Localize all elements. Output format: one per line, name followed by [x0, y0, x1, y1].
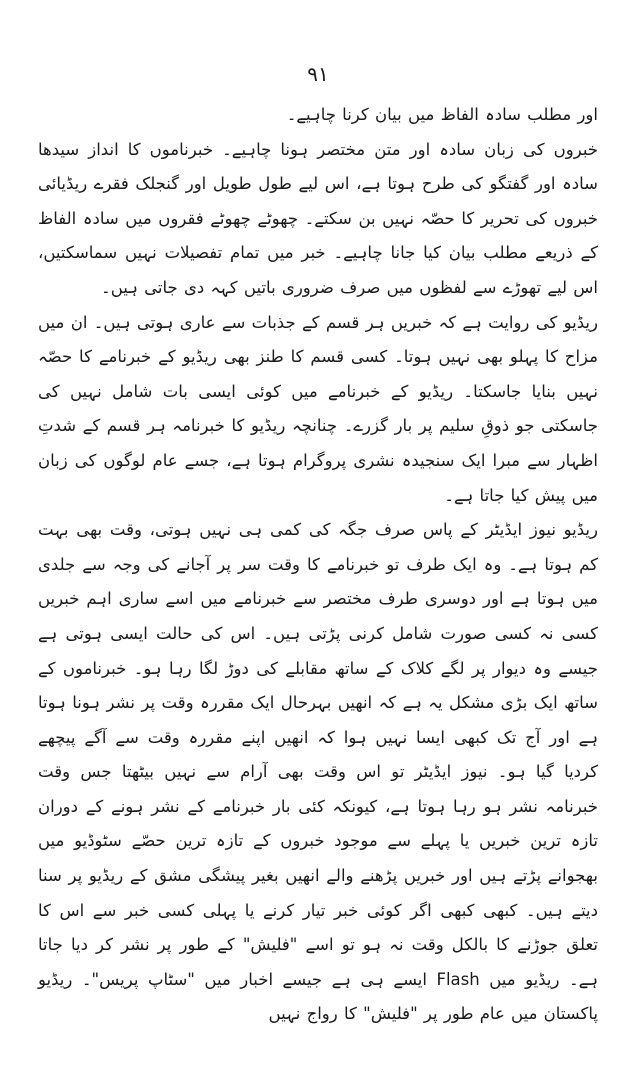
page-number: ۹۱	[307, 62, 329, 86]
paragraph: خبروں کی زبان سادہ اور متن مختصر ہونا چاہیے۔ خبرناموں کا انداز سیدھا سادہ اور گفتگو کی طرح ہوتا ہے، اس لیے طول طویل اور گنجلک فقرے ریڈیائی خبروں کی تحریر کا حصّہ نہیں بن سکتے۔ چھوٹے چھوٹے فقروں میں سادہ الفاظ کے ذریعے مطلب بیان کیا جانا چاہیے۔ خبر میں تمام تفصیلات نہیں سماسکتیں، اس لیے تھوڑے سے لفظوں میں صرف ضروری باتیں کہہ دی جاتی ہیں۔	[38, 139, 598, 297]
paragraph: ریڈیو کی روایت ہے کہ خبریں ہر قسم کے جذبات سے عاری ہوتی ہیں۔ ان میں مزاح کا پہلو بھی نہیں ہوتا۔ کسی قسم کا طنز بھی ریڈیو کے خبرنامے کا حصّہ نہیں بنایا جاسکتا۔ ریڈیو کے خبرنامے میں کوئی ایسی بات شامل نہیں کی جاسکتی جو ذوقِ سلیم پر بار گزرے۔ چنانچہ ریڈیو کا خبرنامہ ہر قسم کے شدتِ اظہار سے مبرا ایک سنجیدہ نشری پروگرام ہوتا ہے، جسے عام لوگوں کی زبان میں پیش کیا جاتا ہے۔	[38, 312, 598, 505]
paragraph: ریڈیو نیوز ایڈیٹر کے پاس صرف جگہ کی کمی ہی نہیں ہوتی، وقت بھی بہت کم ہوتا ہے۔ وہ ایک طرف تو خبرنامے کا وقت سر پر آجانے کی وجہ سے جلدی میں ہوتا ہے اور دوسری طرف مختصر سے خبرنامے میں اسے ساری اہم خبریں کسی نہ کسی صورت شامل کرنی پڑتی ہیں۔ اس کی حالت ایسی ہوتی ہے جیسے وہ دیوار پر لگے کلاک کے ساتھ مقابلے کی دوڑ لگا رہا ہو۔ خبرناموں کے ساتھ ایک بڑی مشکل یہ ہے کہ انھیں بہرحال ایک مقررہ وقت پر نشر ہونا ہوتا ہے اور آج تک کبھی ایسا نہیں ہوا کہ انھیں اپنے مقررہ وقت سے آگے پیچھے کردیا گیا ہو۔ نیوز ایڈیٹر تو اس وقت بھی آرام سے نہیں بیٹھتا جس وقت خبرنامہ نشر ہو رہا ہوتا ہے، کیونکہ کئی بار خبرنامے کے نشر ہونے کے دوران تازہ ترین خبریں یا پہلے سے موجود خبروں کے تازہ ترین حصّے سٹوڈیو میں بھجوانے پڑتے ہیں اور خبریں پڑھنے والے انھیں بغیر پیشگی مشق کے ریڈیو پر سنا دیتے ہیں۔ کبھی کبھی اگر کوئی خبر تیار کرنے یا پہلی کسی خبر سے اس کا تعلق جوڑنے کا بالکل وقت نہ ہو تو اسے "فلیش" کے طور پر نشر کر دیا جاتا ہے۔ ریڈیو میں Flash ایسے ہی ہے جیسے اخبار میں "سٹاپ پریس"۔ ریڈیو پاکستان میں عام طور پر "فلیش" کا رواج نہیں	[38, 520, 598, 1024]
paragraph: اور مطلب سادہ الفاظ میں بیان کرنا چاہیے۔	[286, 105, 598, 124]
page-body	[38, 98, 598, 1032]
